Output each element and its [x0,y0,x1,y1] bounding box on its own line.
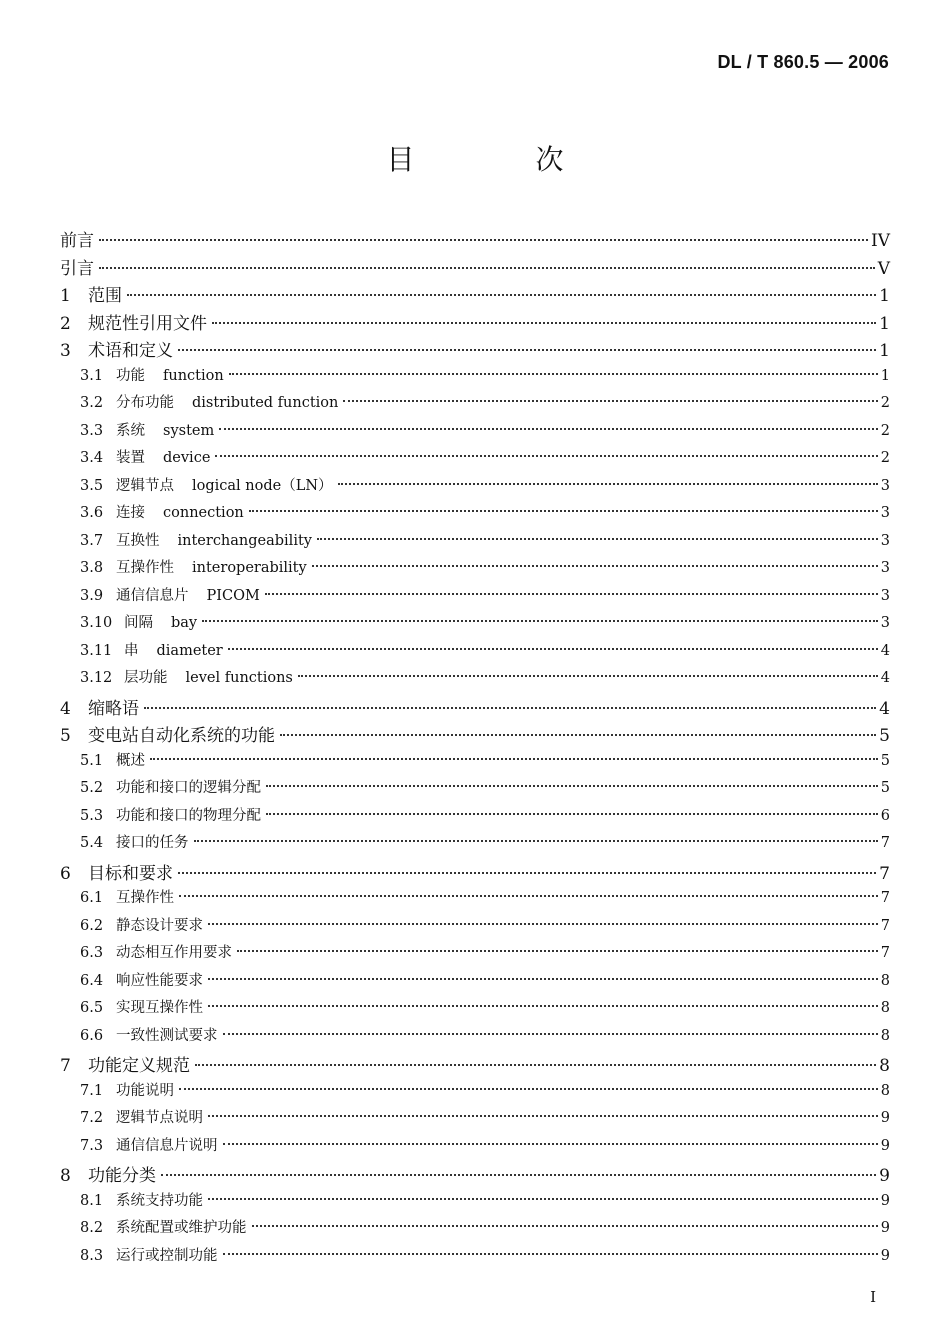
toc-entry-number: 3.5 [80,477,104,494]
toc-entry[interactable] [60,1079,890,1107]
toc-entry-label: 互操作性 [116,890,174,906]
toc-entry-number: 8.3 [80,1247,104,1264]
toc-entry-english-term: interoperability [192,560,307,576]
toc-entry-label: 一致性测试要求 [116,1027,218,1044]
dot-leader [228,648,878,650]
toc-entry-label: 规范性引用文件 [88,313,207,334]
dot-leader [127,294,876,296]
toc-entry-label: 装置 [116,450,145,466]
toc-entry[interactable] [60,1216,890,1244]
toc-entry[interactable] [60,1244,890,1272]
toc-entry[interactable] [60,1024,890,1052]
dot-leader [229,373,878,375]
toc-entry-page: 3 [880,560,890,576]
toc-entry-page: V [877,258,890,279]
toc-entry-number: 5.1 [80,752,104,769]
toc-entry-page: 9 [880,1247,890,1264]
toc-entry-number: 3.12 [80,670,113,686]
dot-leader [208,1198,878,1200]
toc-entry-number: 3.7 [80,532,104,549]
toc-entry-label: 通信信息片 [116,587,189,604]
dot-leader [237,950,878,952]
toc-entry-label: 间隔 [124,615,153,631]
toc-entry[interactable] [60,831,890,859]
toc-entry-label: 系统 [116,422,145,439]
toc-entry-number: 3.8 [80,560,104,576]
toc-entry-page: 4 [880,670,890,686]
toc-entry-label: 功能分类 [88,1166,156,1186]
dot-leader [212,322,876,324]
dot-leader [179,1088,878,1090]
toc-entry[interactable] [60,1051,890,1079]
toc-entry-label: 逻辑节点说明 [116,1110,203,1126]
dot-leader [219,428,878,430]
toc-entry[interactable] [60,474,890,502]
toc-entry-page: 4 [880,642,890,659]
toc-entry-page: 8 [880,1027,890,1044]
toc-entry[interactable] [60,391,890,419]
toc-entry[interactable] [60,804,890,832]
toc-entry-number: 5 [60,726,71,746]
toc-entry-number: 3 [60,341,71,361]
toc-entry[interactable] [60,941,890,969]
toc-entry-page: 7 [879,863,890,884]
dot-leader [266,785,878,787]
toc-entry-english-term: logical node（LN） [192,477,333,494]
toc-entry-english-term: device [163,450,211,466]
toc-entry[interactable] [60,254,890,282]
toc-entry-english-term: system [163,422,215,439]
toc-entry-page: 1 [880,367,890,384]
toc-entry[interactable] [60,336,890,364]
toc-entry-number: 3.6 [80,505,104,521]
toc-entry-page: 3 [880,477,890,494]
toc-entry-number: 4 [60,698,71,719]
toc-entry-page: 3 [880,587,890,604]
toc-entry-number: 8 [60,1166,71,1186]
toc-entry-page: 3 [880,505,890,521]
toc-entry-english-term: connection [163,505,244,521]
toc-entry-number: 6 [60,863,71,884]
toc-entry[interactable] [60,529,890,557]
dot-leader [208,978,878,980]
dot-leader [298,675,878,677]
toc-entry-label: 目标和要求 [88,863,173,884]
toc-entry-number: 6.6 [80,1027,104,1044]
toc-entry-label: 动态相互作用要求 [116,945,232,961]
toc-entry[interactable] [60,886,890,914]
dot-leader [194,840,878,842]
toc-entry-page: 8 [880,1000,890,1016]
toc-entry-label: 缩略语 [88,698,139,719]
toc-entry-number: 3.4 [80,450,104,466]
document-code: DL / T 860.5 — 2006 [717,52,889,72]
toc-entry-english-term: distributed function [192,395,339,411]
dot-leader [312,565,878,567]
toc-entry-label: 前言 [60,231,94,251]
dot-leader [178,349,876,351]
toc-entry-label: 范围 [88,286,122,306]
toc-entry-english-term: bay [171,615,198,631]
toc-entry-page: 5 [880,780,890,796]
dot-leader [161,1174,876,1176]
dot-leader [215,455,877,457]
dot-leader [223,1253,878,1255]
toc-entry-page: 8 [879,1056,890,1076]
dot-leader [150,758,878,760]
toc-entry[interactable] [60,419,890,447]
toc-entry-number: 3.10 [80,615,113,631]
toc-entry[interactable] [60,721,890,749]
toc-entry-page: 7 [880,945,890,961]
toc-entry-number: 2 [60,313,71,334]
toc-entry-label: 层功能 [124,670,168,686]
dot-leader [202,620,878,622]
toc-entry-number: 6.5 [80,1000,104,1016]
dot-leader [280,734,876,736]
dot-leader [144,707,876,709]
toc-entry-page: 9 [880,1137,890,1154]
dot-leader [99,267,875,269]
toc-entry[interactable] [60,1189,890,1217]
page-number: I [870,1288,876,1306]
dot-leader [343,400,877,402]
toc-entry-number: 7 [60,1056,71,1076]
toc-entry-number: 6.2 [80,917,104,934]
toc-entry-label: 通信信息片说明 [116,1137,218,1154]
toc-entry[interactable] [60,1134,890,1162]
toc-entry-page: 2 [880,422,890,439]
toc-entry-page: 4 [879,698,890,719]
toc-entry-label: 功能和接口的物理分配 [116,807,261,824]
toc-entry-label: 响应性能要求 [116,972,203,989]
toc-entry-number: 7.1 [80,1082,104,1099]
toc-entry-label: 功能说明 [116,1082,174,1099]
dot-leader [178,872,876,874]
toc-entry-page: 5 [879,726,890,746]
dot-leader [208,923,878,925]
toc-entry-label: 互换性 [116,532,160,549]
toc-entry[interactable] [60,859,890,887]
toc-entry-page: 9 [880,1220,890,1236]
toc-entry-number: 3.11 [80,642,113,659]
toc-entry[interactable] [60,446,890,474]
toc-entry-page: 9 [879,1166,890,1186]
toc-entry-page: 7 [880,835,890,851]
toc-entry-english-term: diameter [156,642,223,659]
toc-entry-page: 7 [880,917,890,934]
dot-leader [223,1143,878,1145]
toc-entry-label: 功能和接口的逻辑分配 [116,780,261,796]
toc-entry[interactable] [60,639,890,667]
toc-entry-label: 功能定义规范 [88,1056,190,1076]
toc-entry-label: 分布功能 [116,395,174,411]
toc-entry-page: 1 [879,341,890,361]
toc-entry-label: 串 [124,642,139,659]
toc-entry-label: 接口的任务 [116,835,189,851]
dot-leader [266,813,878,815]
dot-leader [317,538,878,540]
toc-entry[interactable] [60,611,890,639]
toc-entry[interactable] [60,666,890,694]
toc-entry[interactable] [60,694,890,722]
toc-entry[interactable] [60,1161,890,1189]
toc-entry-page: 9 [880,1110,890,1126]
dot-leader [249,510,878,512]
toc-entry-label: 逻辑节点 [116,477,174,494]
toc-entry-number: 3.9 [80,587,104,604]
toc-entry[interactable] [60,226,890,254]
toc-entry[interactable] [60,309,890,337]
toc-entry-number: 3.2 [80,395,104,411]
toc-entry-page: 9 [880,1192,890,1209]
toc-entry-label: 变电站自动化系统的功能 [88,726,275,746]
toc-entry-number: 5.4 [80,835,104,851]
toc-entry[interactable] [60,364,890,392]
toc-entry-page: 5 [880,752,890,769]
toc-entry-number: 6.4 [80,972,104,989]
toc-entry-page: 3 [880,615,890,631]
toc-entry-page: IV [871,231,890,251]
dot-leader [99,239,868,241]
toc-entry-page: 3 [880,532,890,549]
toc-entry-number: 7.2 [80,1110,104,1126]
toc-entry-number: 5.3 [80,807,104,824]
toc-entry-label: 术语和定义 [88,341,173,361]
toc-entry-label: 功能 [116,367,145,384]
toc-entry-page: 7 [880,890,890,906]
dot-leader [223,1033,878,1035]
toc-entry-number: 3.3 [80,422,104,439]
toc-entry-label: 系统支持功能 [116,1192,203,1209]
toc-entry[interactable] [60,969,890,997]
toc-entry[interactable] [60,749,890,777]
toc-entry-number: 1 [60,286,71,306]
toc-entry[interactable] [60,996,890,1024]
toc-entry-page: 1 [879,313,890,334]
toc-entry-page: 2 [880,450,890,466]
toc-entry-number: 8.2 [80,1220,104,1236]
dot-leader [265,593,878,595]
toc-entry-english-term: PICOM [206,587,260,604]
toc-entry-page: 8 [880,972,890,989]
toc-entry-label: 互操作性 [116,560,174,576]
toc-entry-label: 实现互操作性 [116,1000,203,1016]
toc-entry-label: 静态设计要求 [116,917,203,934]
toc-entry-number: 3.1 [80,367,104,384]
toc-entry[interactable] [60,584,890,612]
toc-entry[interactable] [60,556,890,584]
toc-entry-label: 系统配置或维护功能 [116,1220,247,1236]
toc-entry[interactable] [60,776,890,804]
dot-leader [179,895,878,897]
toc-entry-page: 2 [880,395,890,411]
toc-entry-number: 8.1 [80,1192,104,1209]
page-title: 目 次 [386,143,620,176]
toc-entry-english-term: level functions [185,670,293,686]
dot-leader [252,1225,878,1227]
toc-entry-page: 1 [879,286,890,306]
table-of-contents [60,226,890,1271]
toc-entry-page: 8 [880,1082,890,1099]
toc-entry[interactable] [60,1106,890,1134]
toc-entry-label: 概述 [116,752,145,769]
toc-entry-label: 引言 [60,258,94,279]
toc-entry-label: 连接 [116,505,145,521]
dot-leader [195,1064,876,1066]
toc-entry-english-term: function [163,367,224,384]
toc-entry[interactable] [60,281,890,309]
toc-entry[interactable] [60,914,890,942]
toc-entry-number: 6.3 [80,945,104,961]
toc-entry-number: 5.2 [80,780,104,796]
toc-entry-number: 6.1 [80,890,104,906]
toc-entry-number: 7.3 [80,1137,104,1154]
toc-entry-label: 运行或控制功能 [116,1247,218,1264]
dot-leader [208,1115,878,1117]
dot-leader [208,1005,878,1007]
toc-entry[interactable] [60,501,890,529]
toc-entry-page: 6 [880,807,890,824]
toc-entry-english-term: interchangeability [177,532,312,549]
dot-leader [338,483,878,485]
